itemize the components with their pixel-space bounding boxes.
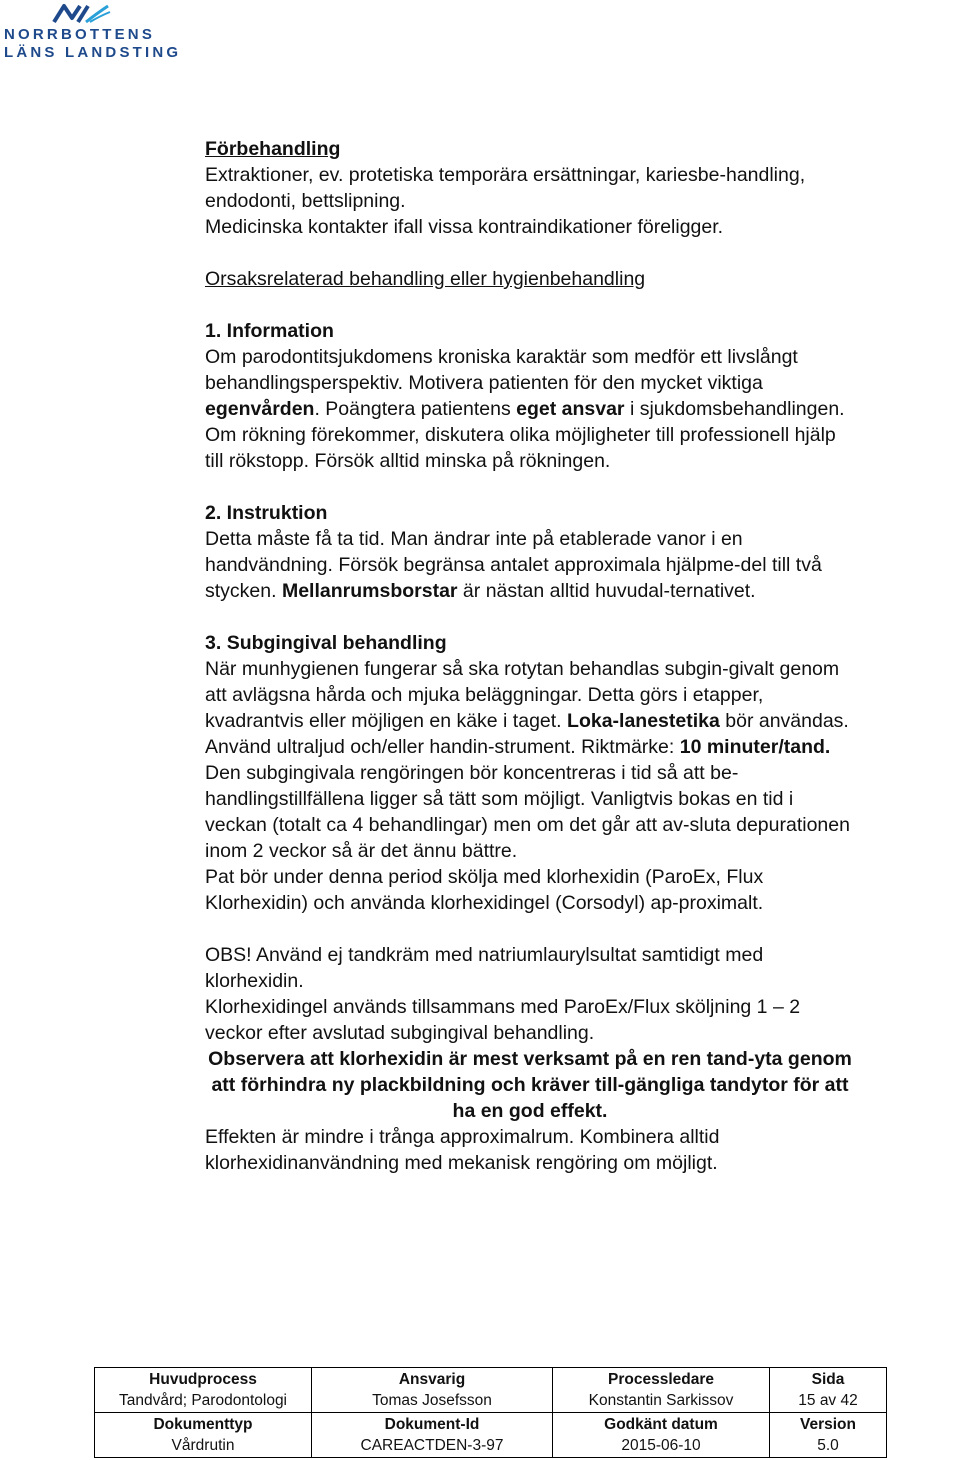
obs-highlight: Observera att klorhexidin är mest verksamt på en ren tand-yta genom att förhindra ny plackbildning och kräver till-gängliga tandytor för att ha en god effekt.	[208, 1048, 852, 1122]
footer-cell-dokument-id: Dokument-Id CAREACTDEN-3-97	[312, 1413, 553, 1458]
logo-line-1: NORRBOTTENS	[4, 26, 156, 43]
footer-cell-version: Version 5.0	[770, 1413, 887, 1458]
footer-cell-processledare: Processledare Konstantin Sarkissov	[553, 1368, 770, 1413]
item-1-title: 1. Information	[205, 320, 334, 342]
heading-forbehandling: Förbehandling	[205, 138, 341, 160]
item-1-text: Om parodontitsjukdomens kroniska karaktär som medför ett livslångt behandlingsperspektiv. Motivera patienten för den mycket viktiga egenvården. Poängtera patientens eget ansvar i sjukdomsbehandlingen. Om rökning förekommer, diskutera olika möjligheter till professionell hjälp till rökstopp. Försök alltid minska på rökningen.	[205, 346, 845, 472]
logo-mark-icon	[50, 2, 112, 24]
organization-logo	[4, 2, 182, 62]
obs-paragraph-2: Klorhexidingel används tillsammans med ParoEx/Flux sköljning 1 – 2 veckor efter avslutad subgingival behandling.	[205, 996, 801, 1044]
item-2-text: Detta måste få ta tid. Man ändrar inte på etablerade vanor i en handvändning. Försök begränsa antalet approximala hjälpme-del till två stycken. Mellanrumsborstar är nästan alltid huvudal-ternativet.	[205, 528, 822, 602]
item-3-text: När munhygienen fungerar så ska rotytan behandlas subgin-givalt genom att avlägsna hårda och mjuka beläggningar. Detta görs i etapper, kvadrantvis eller möjligen en käke i taget. Loka-lanestetika bör användas. Använd ultraljud och/eller handin-strument. Riktmärke: 10 minuter/tand.	[205, 658, 849, 758]
footer-cell-dokumenttyp: Dokumenttyp Vårdrutin	[95, 1413, 312, 1458]
footer-cell-godkant-datum: Godkänt datum 2015-06-10	[553, 1413, 770, 1458]
paragraph-forbehandling-2: Medicinska kontakter ifall vissa kontraindikationer föreligger.	[205, 216, 724, 238]
heading-orsaksrelaterad: Orsaksrelaterad behandling eller hygienbehandling	[205, 268, 646, 290]
item-2-title: 2. Instruktion	[205, 502, 328, 524]
footer-cell-huvudprocess: Huvudprocess Tandvård; Parodontologi	[95, 1368, 312, 1413]
footer-cell-ansvarig: Ansvarig Tomas Josefsson	[312, 1368, 553, 1413]
obs-paragraph-3: Effekten är mindre i trånga approximalrum. Kombinera alltid klorhexidinanvändning med mekanisk rengöring om möjligt.	[205, 1126, 720, 1174]
item-3-paragraph-3: Pat bör under denna period skölja med klorhexidin (ParoEx, Flux Klorhexidin) och använda klorhexidingel (Corsodyl) ap-proximalt.	[205, 866, 764, 914]
item-3-paragraph-2: Den subgingivala rengöringen bör koncentreras i tid så att be-handlingstillfällena ligger så tätt som möjligt. Vanligtvis bokas en tid i veckan (totalt ca 4 behandlingar) men om det går att av-sluta depurationen inom 2 veckor så är det ännu bättre.	[205, 762, 850, 862]
footer-cell-sida: Sida 15 av 42	[770, 1368, 887, 1413]
logo-line-2: LÄNS LANDSTING	[4, 44, 182, 61]
paragraph-forbehandling-1: Extraktioner, ev. protetiska temporära ersättningar, kariesbe-handling, endodonti, bettslipning.	[205, 164, 806, 212]
document-footer-table	[94, 1367, 887, 1458]
document-body	[205, 136, 855, 1176]
item-3-title: 3. Subgingival behandling	[205, 632, 447, 654]
obs-paragraph-1: OBS! Använd ej tandkräm med natriumlaurylsultat samtidigt med klorhexidin.	[205, 944, 764, 992]
